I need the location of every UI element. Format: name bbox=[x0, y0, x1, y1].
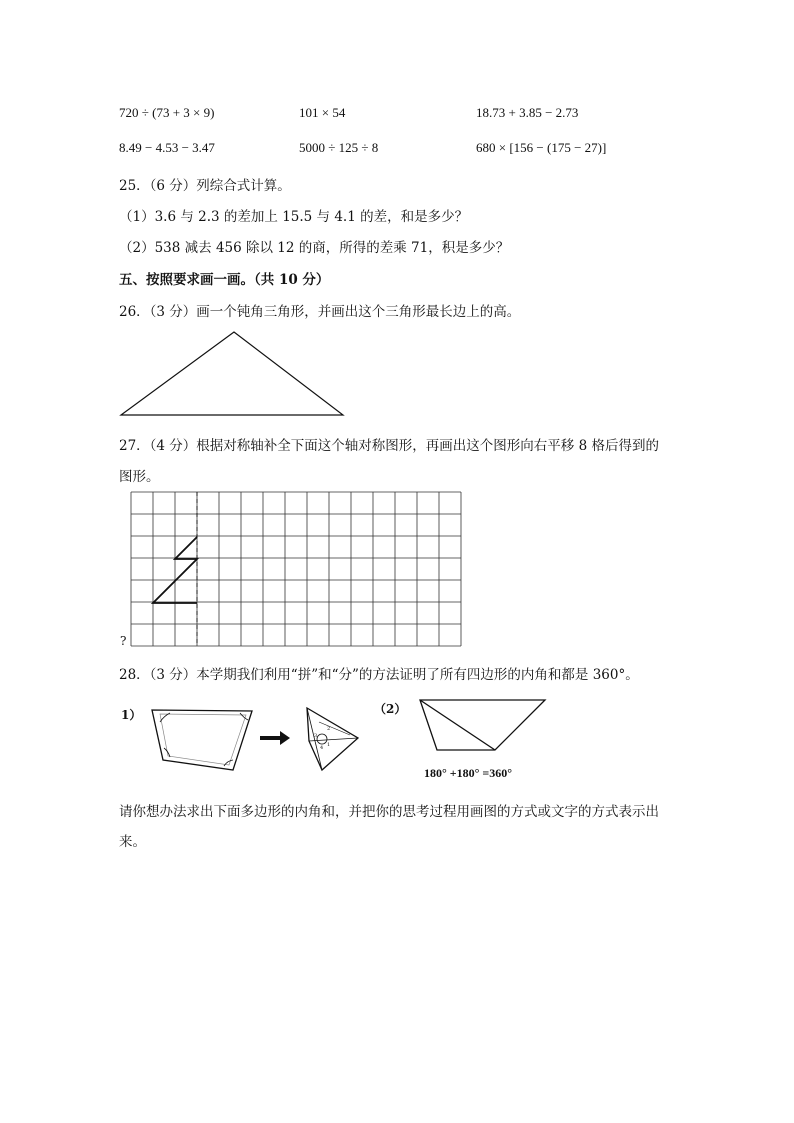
expr-2-2: 5000 ÷ 125 ÷ 8 bbox=[299, 140, 379, 155]
angle-label-2: 2 bbox=[327, 726, 331, 732]
angle-equation: 180° +180° =360° bbox=[424, 766, 513, 780]
trapezoid bbox=[420, 700, 545, 750]
q28-instruction-line2: 来。 bbox=[119, 834, 146, 850]
angle-label-3: 3 bbox=[314, 733, 318, 739]
angle-label-1: 1 bbox=[327, 742, 331, 748]
q28-title: 28．（3 分）本学期我们利用“拼”和“分”的方法证明了所有四边形的内角和都是 360°。 bbox=[119, 667, 639, 683]
q25-part1: （1）3.6 与 2.3 的差加上 15.5 与 4.1 的差，和是多少？ bbox=[119, 209, 469, 225]
expr-1-2: 101 × 54 bbox=[299, 105, 346, 120]
angle-center bbox=[317, 734, 327, 744]
angle-label-4: 4 bbox=[320, 745, 324, 751]
q25-title: 25．（6 分）列综合式计算。 bbox=[119, 178, 291, 194]
q28-instruction-line1: 请你想办法求出下面多边形的内角和，并把你的思考过程用画图的方式或文字的方式表示出 bbox=[119, 804, 659, 820]
expr-2-1: 8.49 − 4.53 − 3.47 bbox=[119, 140, 215, 155]
grid-corner-mark: ? bbox=[120, 634, 127, 648]
arrow-head bbox=[280, 731, 290, 745]
inner-trace bbox=[160, 714, 246, 765]
q25-part2: （2）538 减去 456 除以 12 的商，所得的差乘 71，积是多少？ bbox=[119, 240, 510, 256]
diagonal bbox=[420, 700, 495, 750]
figure1-label: 1） bbox=[121, 708, 142, 722]
q26-title: 26．（3 分）画一个钝角三角形，并画出这个三角形最长边上的高。 bbox=[119, 304, 521, 320]
angle-mark-2 bbox=[240, 713, 248, 720]
q27-title-line2: 图形。 bbox=[119, 469, 160, 485]
q27-title-line1: 27．（4 分）根据对称轴补全下面这个轴对称图形，再画出这个图形向右平移 8 格后得到的 bbox=[119, 438, 659, 454]
expr-1-1: 720 ÷ (73 + 3 × 9) bbox=[119, 105, 215, 120]
expr-2-3: 680 × [156 − (175 − 27)] bbox=[476, 140, 607, 155]
figure2-label: （2） bbox=[374, 702, 407, 716]
expr-1-3: 18.73 + 3.85 − 2.73 bbox=[476, 105, 579, 120]
section-heading: 五、按照要求画一画。（共 10 分） bbox=[119, 272, 330, 288]
